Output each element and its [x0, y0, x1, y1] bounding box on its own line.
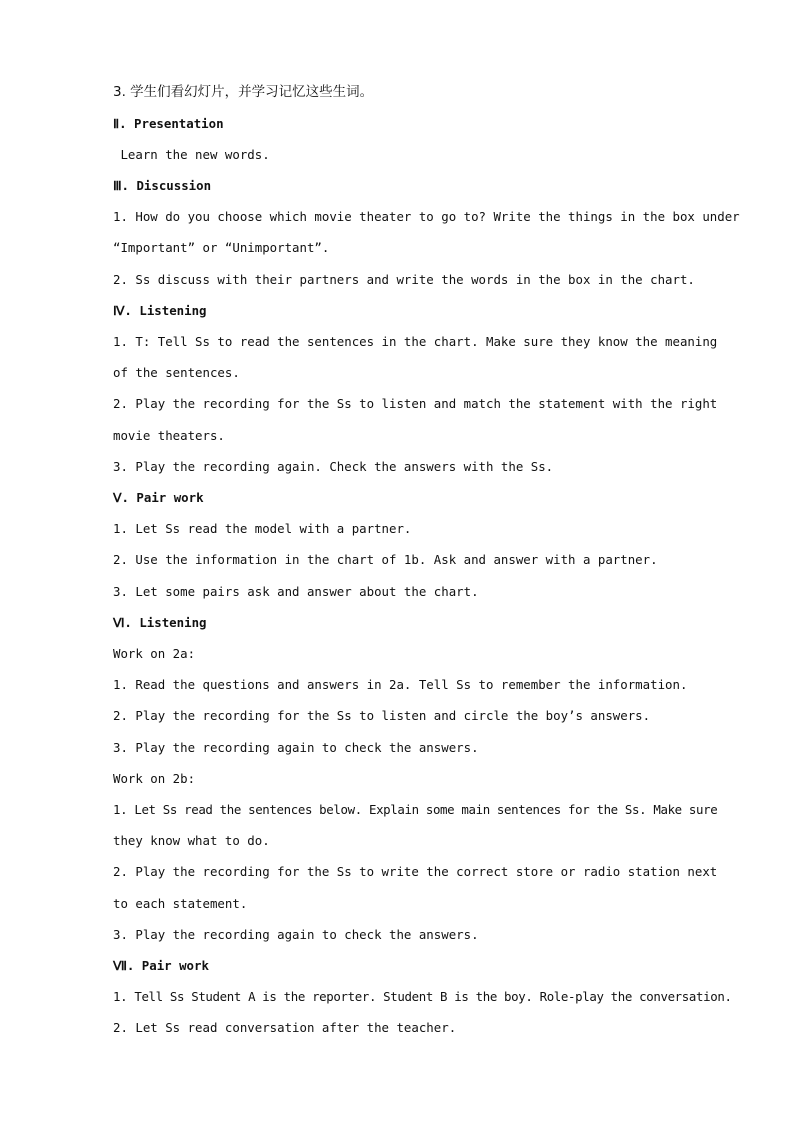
- paragraph-line: 3. Play the recording again to check the answers.: [113, 927, 479, 942]
- paragraph-line: 2. Play the recording for the Ss to listen and match the statement with the right: [113, 396, 718, 411]
- paragraph-line: 1. Let Ss read the sentences below. Explain some main sentences for the Ss. Make sure: [113, 802, 718, 817]
- paragraph-line: 1. Tell Ss Student A is the reporter. Student B is the boy. Role-play the conversation.: [113, 989, 732, 1004]
- paragraph-line: Work on 2a:: [113, 646, 196, 661]
- section-heading-pair-work-2: Ⅶ. Pair work: [113, 958, 209, 973]
- paragraph-line: 2. Play the recording for the Ss to write the correct store or radio station next: [113, 864, 718, 879]
- paragraph-line: 1. How do you choose which movie theater to go to? Write the things in the box under: [113, 209, 740, 224]
- paragraph-line: 3. Let some pairs ask and answer about the chart.: [113, 584, 479, 599]
- paragraph-line: 3. Play the recording again to check the answers.: [113, 740, 479, 755]
- paragraph-line: 2. Ss discuss with their partners and write the words in the box in the chart.: [113, 272, 695, 287]
- paragraph-line: 1. Read the questions and answers in 2a. Tell Ss to remember the information.: [113, 677, 688, 692]
- paragraph-line: movie theaters.: [113, 428, 225, 443]
- paragraph-line: 1. Let Ss read the model with a partner.: [113, 521, 412, 536]
- paragraph-line: they know what to do.: [113, 833, 270, 848]
- paragraph-line: 2. Play the recording for the Ss to listen and circle the boy’s answers.: [113, 708, 651, 723]
- paragraph-line: 3. Play the recording again. Check the answers with the Ss.: [113, 459, 554, 474]
- section-heading-discussion: Ⅲ. Discussion: [113, 178, 212, 193]
- section-heading-listening-2: Ⅵ. Listening: [113, 615, 207, 630]
- section-heading-listening: Ⅳ. Listening: [113, 303, 207, 318]
- paragraph-line: “Important” or “Unimportant”.: [113, 240, 330, 255]
- section-heading-presentation: Ⅱ. Presentation: [113, 116, 224, 131]
- section-heading-pair-work: Ⅴ. Pair work: [113, 490, 204, 505]
- paragraph-line: 2. Let Ss read conversation after the teacher.: [113, 1020, 457, 1035]
- paragraph-line: 2. Use the information in the chart of 1b. Ask and answer with a partner.: [113, 552, 658, 567]
- paragraph-line: Learn the new words.: [113, 147, 270, 162]
- paragraph-line: Work on 2b:: [113, 771, 196, 786]
- paragraph-line: to each statement.: [113, 896, 248, 911]
- paragraph-line: 1. T: Tell Ss to read the sentences in the chart. Make sure they know the meaning: [113, 334, 718, 349]
- paragraph-line: of the sentences.: [113, 365, 240, 380]
- step-3-chinese-text: 3. 学生们看幻灯片，并学习记忆这些生词。: [113, 84, 374, 100]
